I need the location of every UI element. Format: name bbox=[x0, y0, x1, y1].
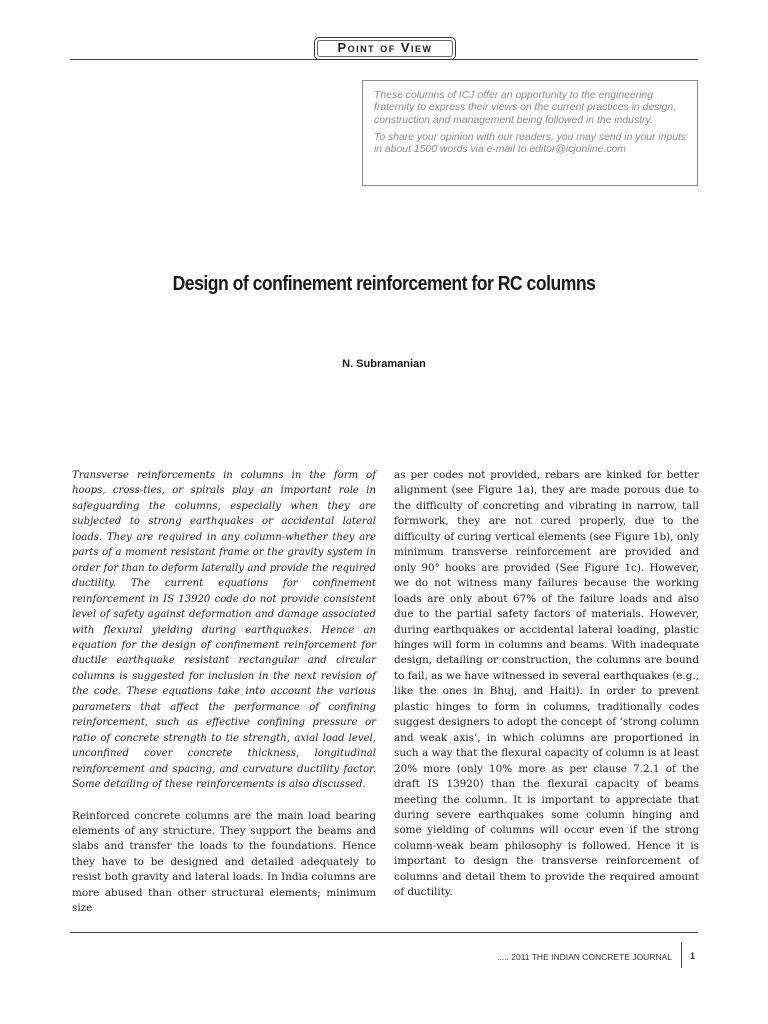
abstract: Transverse reinforcements in columns in the form of hoops, cross-ties, or spirals play an important role in safeguarding the columns, especially when they are subjected to strong earthquakes or accidental lateral loads. They are required in any column-whether they are parts of a moment resistant frame or the gravity system in order for than to deform laterally and provide the required ductility. The current equations for confinement reinforcement in IS 13920 code do not provide consistent level of safety against deformation and damage associated with flexural yielding during earthquakes. Hence an equation for the design of confinement reinforcement for ductile earthquake resistant rectangular and circular columns is suggested for inclusion in the next revision of the code. These equations take into account the various parameters that affect the performance of confining reinforcement, such as effective confining pressure or ratio of concrete strength to tie strength, axial load level, unconfined cover concrete thickness, longitudinal reinforcement and spacing, and curvature ductility factor. Some detailing of these reinforcements is also discussed. bbox=[72, 470, 376, 791]
footer-divider bbox=[681, 942, 682, 968]
right-column bbox=[394, 468, 699, 901]
page-number: 1 bbox=[690, 951, 696, 961]
footer-rule bbox=[70, 932, 698, 933]
editorial-note-box bbox=[362, 80, 698, 186]
note-paragraph-2: To share your opinion with our readers, you may send in your inputs in about 1500 words via e-mail to editor@icjonline.com bbox=[374, 131, 687, 156]
journal-footer: ..... 2011 THE INDIAN CONCRETE JOURNAL bbox=[497, 952, 672, 962]
article-author: N. Subramanian bbox=[342, 358, 426, 370]
article-title: Design of confinement reinforcement for RC columns bbox=[172, 272, 596, 295]
body-paragraph-right: as per codes not provided, rebars are kinked for better alignment (see Figure 1a), they are made porous due to the difficulty of concreting and vibrating in narrow, tall formwork, they are not cured properly, due to the difficulty of curing vertical elements (see Figure 1b), only minimum transverse reinforcement are provided and only 90° hooks are provided (See Figure 1c). However, we do not witness many failures because the working loads are only about 67% of the failure loads and also due to the partial safety factors of materials. However, during earthquakes or accidental lateral loading, plastic hinges will form in columns and beams. With inadequate design, detailing or construction, the columns are bound to fail, as we have witnessed in several earthquakes (e.g., like the ones in Bhuj, and Haiti). In order to prevent plastic hinges to form in columns, traditionally codes suggest designers to adopt the concept of ‘strong column and weak axis’, in which columns are proportioned in such a way that the flexural capacity of column is at least 20% more (only 10% more as per clause 7.2.1 of the draft IS 13920) than the flexural capacity of beams meeting the column. It is important to appreciate that during severe earthquakes some column hinging and some yielding of columns will occur even if the strong column-weak beam philosophy is followed. Hence it is important to design the transverse reinforcement of columns and detail them to provide the required amount of ductility. bbox=[394, 469, 699, 899]
left-column bbox=[72, 468, 376, 917]
body-paragraph-left: Reinforced concrete columns are the main load bearing elements of any structure. They support the beams and slabs and transfer the loads to the foundations. Hence they have to be designed and detailed adequately to resist both gravity and lateral loads. In India columns are more abused than other structural elements; minimum size bbox=[72, 809, 376, 915]
section-label: Point of View bbox=[314, 37, 456, 60]
note-paragraph-1: These columns of ICJ offer an opportunity to the engineering fraternity to express their views on the current practices in design, construction and management being followed in the industry. bbox=[374, 90, 677, 126]
